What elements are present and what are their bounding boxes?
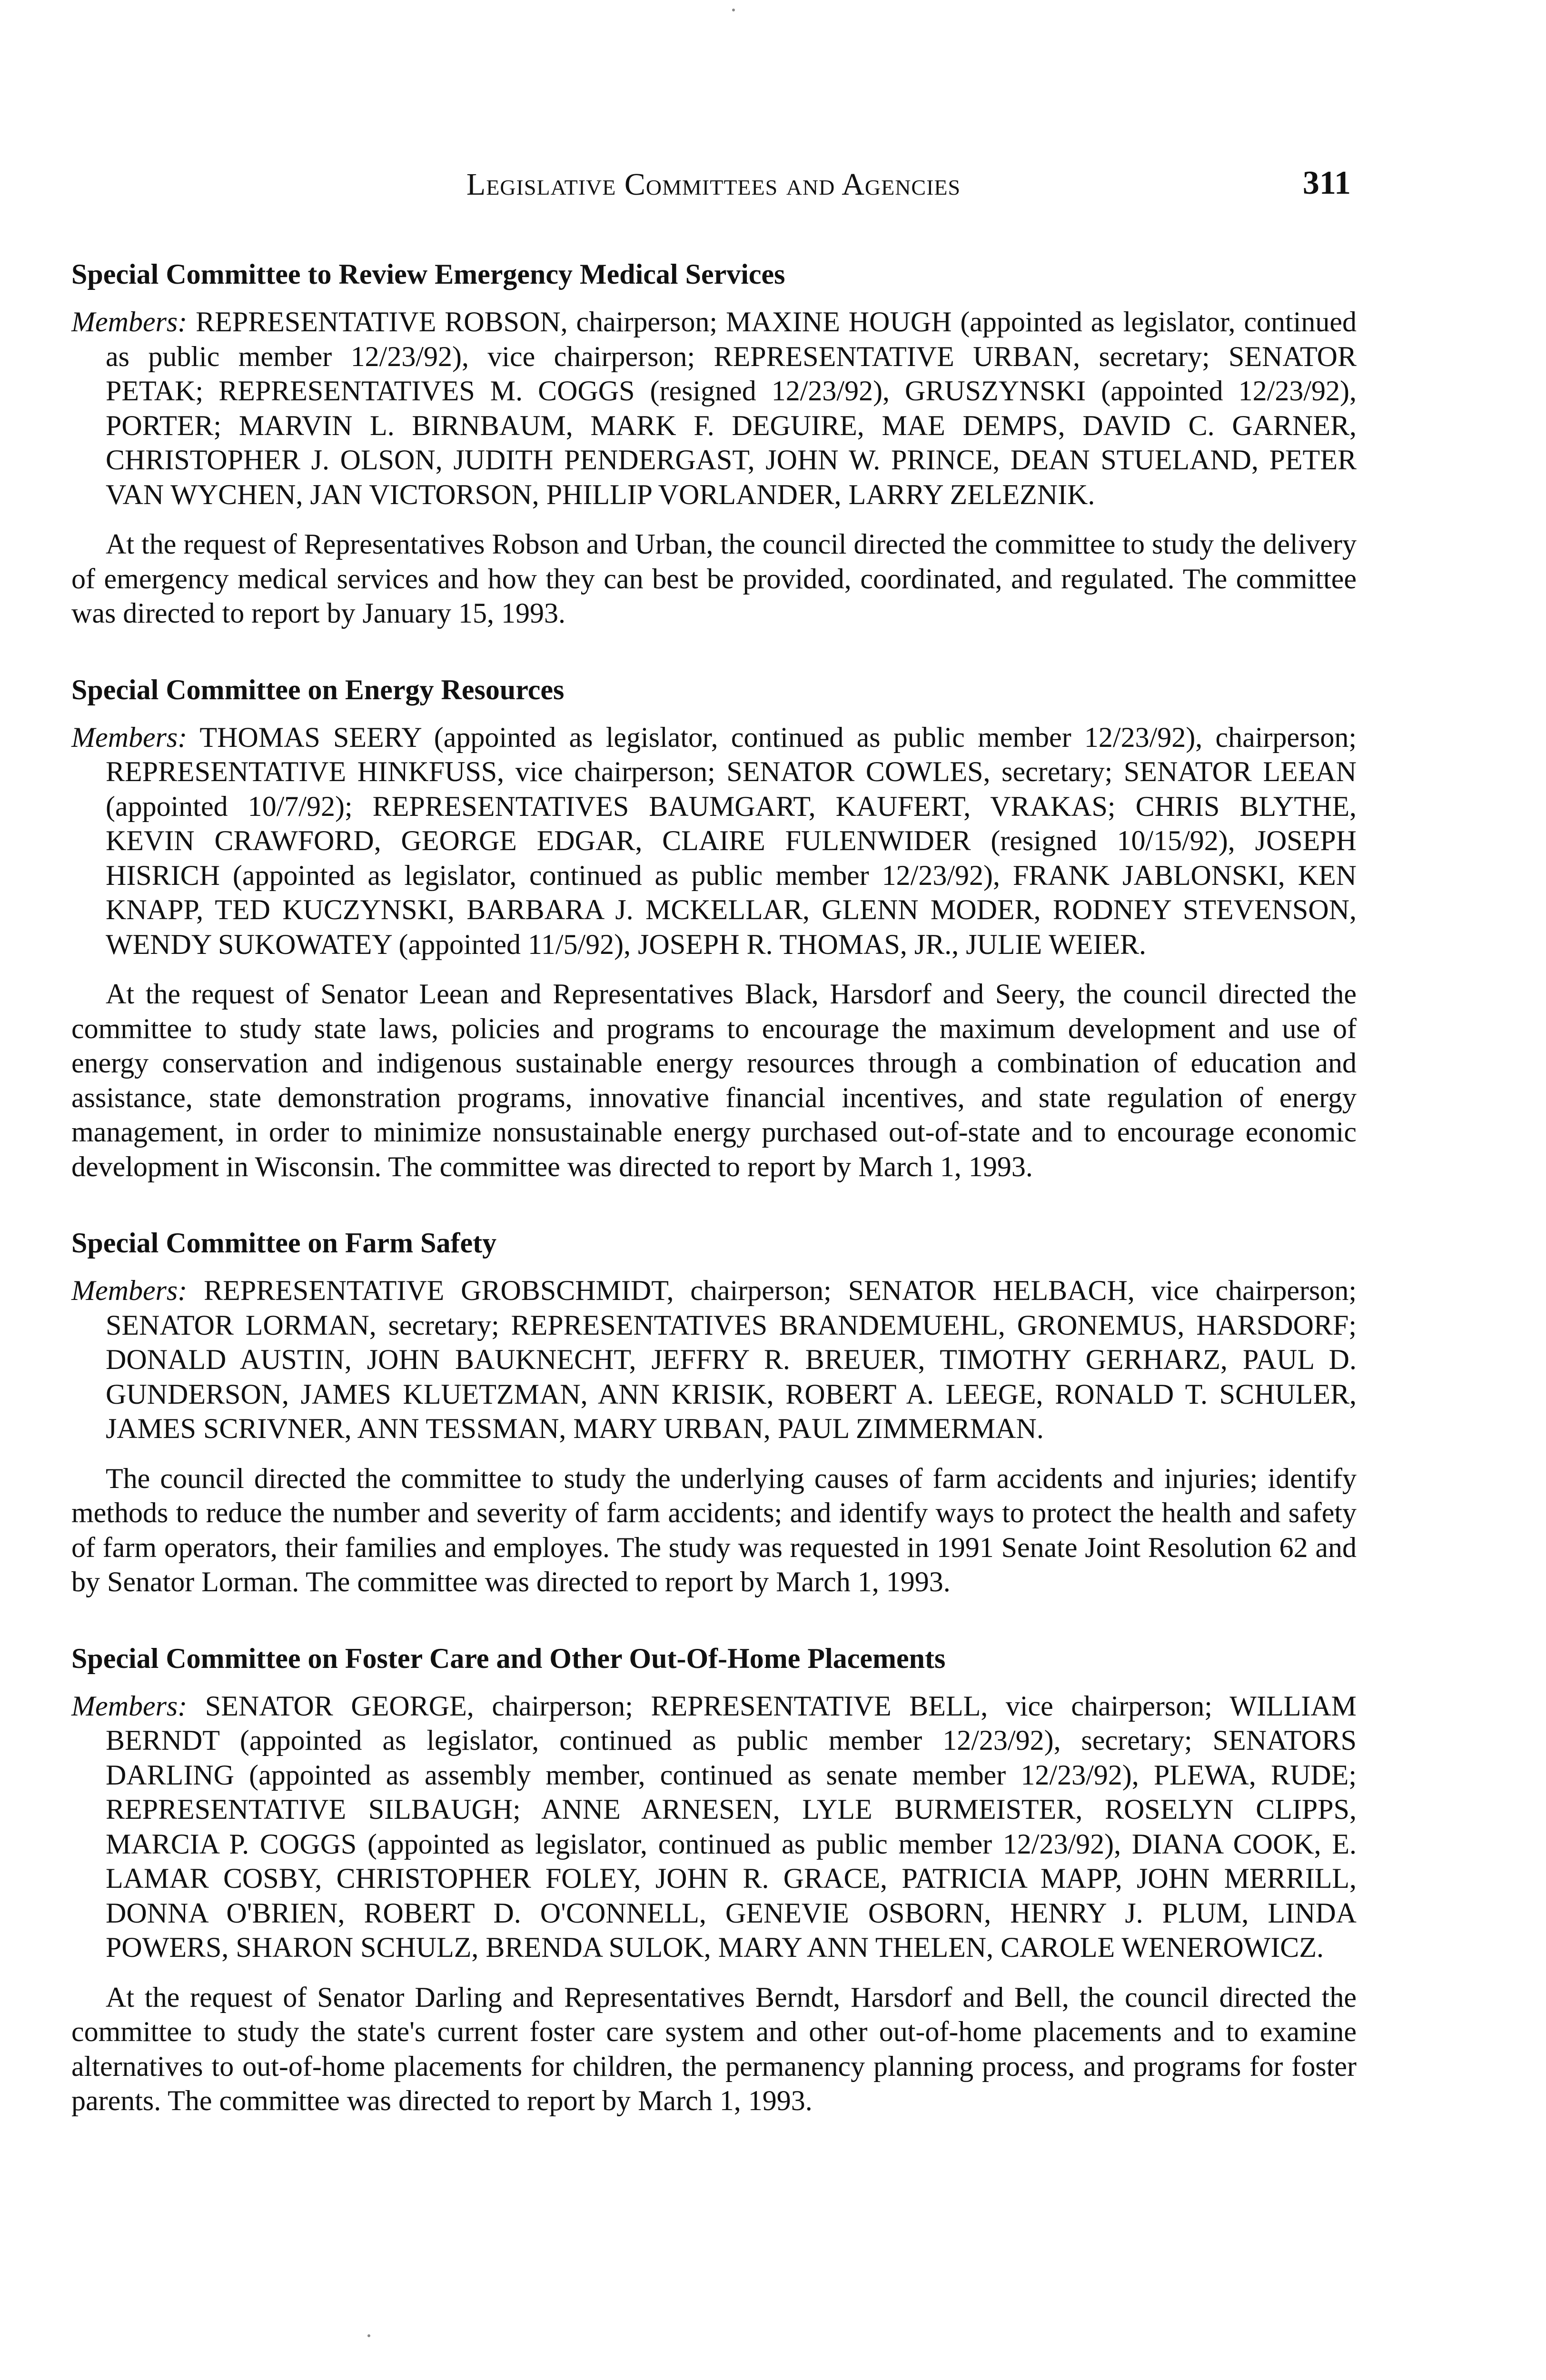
committee-description: The council directed the committee to study the underlying causes of farm accidents and injuries; identify methods to reduce the number and severity of farm accidents; and identify ways to protect the health and safety of farm operators, their families and employes. The study was requested in 1991 Senate Joint Resolution 62 and by Senator Lorman. The committee was directed to report by March 1, 1993. — [71, 1462, 1357, 1597]
committee-description: At the request of Representatives Robson and Urban, the council directed the committee to study the delivery of emergency medical services and how they can best be provided, coordinated, and regulated. The committee was directed to report by January 15, 1993. — [71, 528, 1357, 629]
members-list — [71, 305, 1357, 512]
scan-speck — [367, 2334, 370, 2337]
committee-description: At the request of Senator Leean and Representatives Black, Harsdorf and Seery, the council directed the committee to study state laws, policies and programs to encourage the maximum development and use of energy conservation and indigenous sustainable energy resources through a combination of education and assistance, state demonstration programs, innovative financial incentives, and state regulation of energy management, in order to minimize nonsustainable energy purchased out-of-state and to encourage economic development in Wisconsin. The committee was directed to report by March 1, 1993. — [71, 978, 1357, 1182]
page-body — [71, 257, 1357, 2118]
committee-description: At the request of Senator Darling and Representatives Berndt, Harsdorf and Bell, the council directed the committee to study the state's current foster care system and other out-of-home placements and to examine alternatives to out-of-home placements for children, the permanency planning process, and programs for foster parents. The committee was directed to report by March 1, 1993. — [71, 1981, 1357, 2116]
scan-speck — [732, 9, 735, 11]
members-label: Members: — [71, 306, 188, 337]
page-number: 311 — [1302, 165, 1351, 201]
section-heading: Special Committee on Farm Safety — [71, 1227, 497, 1259]
members-names: THOMAS SEERY (appointed as legislator, continued as public member 12/23/92), chairperson; REPRESENTATIVE HINKFUSS, vice chairperson; SENATOR COWLES, secretary; SENATOR LEEAN (appointed 10/7/92); REPRESENTATIVES BAUMGART, KAUFERT, VRAKAS; CHRIS BLYTHE, KEVIN CRAWFORD, GEORGE EDGAR, CLAIRE FULENWIDER (resigned 10/15/92), JOSEPH HISRICH (appointed as legislator, continued as public member 12/23/92), FRANK JABLONSKI, KEN KNAPP, TED KUCZYNSKI, BARBARA J. MCKELLAR, GLENN MODER, RODNEY STEVENSON, WENDY SUKOWATEY (appointed 11/5/92), JOSEPH R. THOMAS, JR., JULIE WEIER. — [106, 721, 1357, 960]
members-names: REPRESENTATIVE ROBSON, chairperson; MAXINE HOUGH (appointed as legislator, continued as public member 12/23/92), vice chairperson; REPRESENTATIVE URBAN, secretary; SENATOR PETAK; REPRESENTATIVES M. COGGS (resigned 12/23/92), GRUSZYNSKI (appointed 12/23/92), PORTER; MARVIN L. BIRNBAUM, MARK F. DEGUIRE, MAE DEMPS, DAVID C. GARNER, CHRISTOPHER J. OLSON, JUDITH PENDERGAST, JOHN W. PRINCE, DEAN STUELAND, PETER VAN WYCHEN, JAN VICTORSON, PHILLIP VORLANDER, LARRY ZELEZNIK. — [106, 306, 1357, 510]
section-heading: Special Committee to Review Emergency Medical Services — [71, 258, 785, 290]
members-names: SENATOR GEORGE, chairperson; REPRESENTATIVE BELL, vice chairperson; WILLIAM BERNDT (appointed as legislator, continued as public member 12/23/92), secretary; SENATORS DARLING (appointed as assembly member, continued as senate member 12/23/92), PLEWA, RUDE; REPRESENTATIVE SILBAUGH; ANNE ARNESEN, LYLE BURMEISTER, ROSELYN CLIPPS, MARCIA P. COGGS (appointed as legislator, continued as public member 12/23/92), DIANA COOK, E. LAMAR COSBY, CHRISTOPHER FOLEY, JOHN R. GRACE, PATRICIA MAPP, JOHN MERRILL, DONNA O'BRIEN, ROBERT D. O'CONNELL, GENEVIE OSBORN, HENRY J. PLUM, LINDA POWERS, SHARON SCHULZ, BRENDA SULOK, MARY ANN THELEN, CAROLE WENEROWICZ. — [106, 1690, 1357, 1963]
members-list — [71, 1689, 1357, 1965]
running-header: Legislative Committees and Agencies — [466, 167, 961, 202]
section-heading: Special Committee on Foster Care and Other Out-Of-Home Placements — [71, 1642, 946, 1674]
members-list — [71, 720, 1357, 962]
members-names: REPRESENTATIVE GROBSCHMIDT, chairperson; SENATOR HELBACH, vice chairperson; SENATOR LORMAN, secretary; REPRESENTATIVES BRANDEMUEHL, GRONEMUS, HARSDORF; DONALD AUSTIN, JOHN BAUKNECHT, JEFFRY R. BREUER, TIMOTHY GERHARZ, PAUL D. GUNDERSON, JAMES KLUETZMAN, ANN KRISIK, ROBERT A. LEEGE, RONALD T. SCHULER, JAMES SCRIVNER, ANN TESSMAN, MARY URBAN, PAUL ZIMMERMAN. — [106, 1275, 1357, 1444]
committee-section-energy — [71, 673, 1357, 1184]
members-label: Members: — [71, 721, 188, 753]
members-list — [71, 1273, 1357, 1446]
committee-section-ems — [71, 257, 1357, 631]
members-label: Members: — [71, 1275, 188, 1306]
section-heading: Special Committee on Energy Resources — [71, 674, 565, 705]
committee-section-farm-safety — [71, 1226, 1357, 1599]
committee-section-foster-care — [71, 1641, 1357, 2118]
members-label: Members: — [71, 1690, 188, 1722]
